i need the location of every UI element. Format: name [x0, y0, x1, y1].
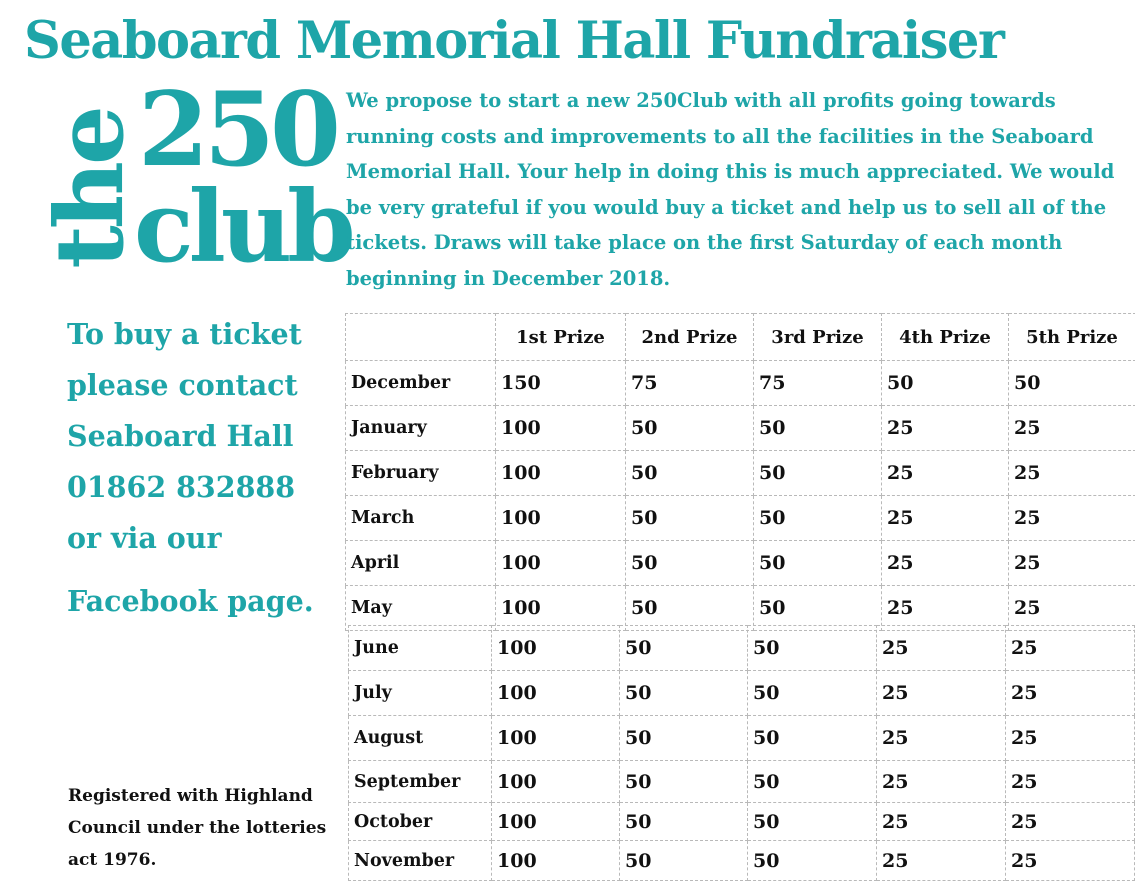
- prize-cell: 25: [1006, 803, 1135, 841]
- prize-cell: 50: [748, 761, 877, 803]
- prize-cell: 100: [492, 761, 620, 803]
- prize-cell: 100: [492, 626, 620, 671]
- column-header: 1st Prize: [496, 314, 626, 361]
- prize-cell: 50: [754, 406, 882, 451]
- column-header: 3rd Prize: [754, 314, 882, 361]
- prize-cell: 100: [496, 586, 626, 631]
- month-cell: December: [346, 361, 496, 406]
- prize-cell: 25: [877, 626, 1006, 671]
- prize-cell: 50: [754, 451, 882, 496]
- the-250-club-logo: [30, 70, 351, 285]
- table-row: [349, 716, 1135, 761]
- month-cell: July: [349, 671, 492, 716]
- prize-cell: 75: [754, 361, 882, 406]
- month-cell: June: [349, 626, 492, 671]
- prize-cell: 50: [626, 496, 754, 541]
- table-row: [346, 541, 1135, 586]
- page-title: Seaboard Memorial Hall Fundraiser: [24, 11, 1004, 71]
- table-row: [349, 626, 1135, 671]
- prize-cell: 50: [748, 803, 877, 841]
- prize-cell: 25: [877, 841, 1006, 881]
- logo-club-text: club: [134, 170, 351, 285]
- prize-table-bottom: [348, 625, 1135, 881]
- prize-cell: 50: [626, 586, 754, 631]
- prize-cell: 100: [492, 716, 620, 761]
- column-header: 2nd Prize: [626, 314, 754, 361]
- contact-info: [67, 309, 347, 627]
- prize-cell: 25: [1006, 841, 1135, 881]
- month-cell: May: [346, 586, 496, 631]
- registration-line: Registered with Highland: [68, 786, 313, 806]
- prize-cell: 50: [620, 671, 748, 716]
- prize-cell: 50: [1009, 361, 1135, 406]
- prize-cell: 100: [492, 671, 620, 716]
- prize-cell: 25: [1009, 586, 1135, 631]
- prize-cell: 50: [748, 671, 877, 716]
- prize-cell: 25: [882, 451, 1009, 496]
- column-header: 4th Prize: [882, 314, 1009, 361]
- prize-cell: 50: [754, 586, 882, 631]
- prize-cell: 50: [620, 841, 748, 881]
- prize-cell: 50: [620, 626, 748, 671]
- table-row: [346, 406, 1135, 451]
- prize-cell: 100: [496, 541, 626, 586]
- contact-line: or via our: [67, 521, 222, 555]
- prize-cell: 50: [620, 716, 748, 761]
- month-cell: March: [346, 496, 496, 541]
- table-row: [346, 361, 1135, 406]
- registration-line: act 1976.: [68, 850, 157, 870]
- registration-note: [68, 780, 348, 876]
- prize-cell: 25: [877, 671, 1006, 716]
- table-row: [349, 761, 1135, 803]
- contact-facebook: Facebook page.: [67, 584, 314, 618]
- prize-cell: 25: [1009, 451, 1135, 496]
- prize-cell: 25: [882, 586, 1009, 631]
- logo-the-text: the: [35, 109, 145, 269]
- table-row: [349, 803, 1135, 841]
- month-cell: August: [349, 716, 492, 761]
- contact-phone: 01862 832888: [67, 470, 296, 504]
- prize-cell: 25: [1006, 626, 1135, 671]
- prize-cell: 25: [877, 716, 1006, 761]
- table-row: [346, 451, 1135, 496]
- prize-cell: 25: [882, 541, 1009, 586]
- table-row: [349, 841, 1135, 881]
- contact-line: To buy a ticket: [67, 317, 302, 351]
- prize-cell: 50: [748, 841, 877, 881]
- month-cell: February: [346, 451, 496, 496]
- prize-cell: 100: [496, 496, 626, 541]
- intro-paragraph: We propose to start a new 250Club with all profits going towards running costs and improvements to all the facilities in the Seaboard Memorial Hall. Your help in doing this is much appreciated. We would be very grateful if you would buy a ticket and help us to sell all of the tickets. Draws will take place on the first Saturday of each month beginning in December 2018.: [346, 89, 1115, 290]
- month-cell: October: [349, 803, 492, 841]
- prize-cell: 50: [748, 716, 877, 761]
- prize-cell: 100: [492, 803, 620, 841]
- prize-cell: 100: [496, 451, 626, 496]
- prize-table-top: [345, 313, 1135, 631]
- column-header: 5th Prize: [1009, 314, 1135, 361]
- contact-line: Seaboard Hall: [67, 419, 294, 453]
- prize-cell: 75: [626, 361, 754, 406]
- prize-cell: 50: [626, 406, 754, 451]
- prize-cell: 25: [1009, 496, 1135, 541]
- prize-cell: 25: [1009, 541, 1135, 586]
- contact-line: please contact: [67, 368, 298, 402]
- prize-cell: 50: [754, 541, 882, 586]
- prize-cell: 150: [496, 361, 626, 406]
- prize-cell: 25: [882, 496, 1009, 541]
- table-header-row: [346, 314, 1135, 361]
- prize-cell: 25: [1009, 406, 1135, 451]
- prize-cell: 25: [882, 406, 1009, 451]
- prize-cell: 25: [1006, 716, 1135, 761]
- prize-cell: 25: [877, 761, 1006, 803]
- month-cell: April: [346, 541, 496, 586]
- prize-cell: 100: [492, 841, 620, 881]
- month-cell: January: [346, 406, 496, 451]
- prize-cell: 50: [626, 451, 754, 496]
- prize-cell: 50: [882, 361, 1009, 406]
- prize-cell: 50: [754, 496, 882, 541]
- prize-cell: 25: [1006, 671, 1135, 716]
- prize-cell: 50: [748, 626, 877, 671]
- prize-cell: 50: [620, 803, 748, 841]
- prize-cell: 100: [496, 406, 626, 451]
- prize-cell: 25: [1006, 761, 1135, 803]
- table-row: [346, 496, 1135, 541]
- prize-cell: 25: [877, 803, 1006, 841]
- prize-cell: 50: [620, 761, 748, 803]
- month-cell: November: [349, 841, 492, 881]
- registration-line: Council under the lotteries: [68, 818, 327, 838]
- logo-number-text: 250: [138, 70, 336, 190]
- month-cell: September: [349, 761, 492, 803]
- prize-cell: 50: [626, 541, 754, 586]
- table-row: [349, 671, 1135, 716]
- table-row: [346, 586, 1135, 631]
- column-header: [346, 314, 496, 361]
